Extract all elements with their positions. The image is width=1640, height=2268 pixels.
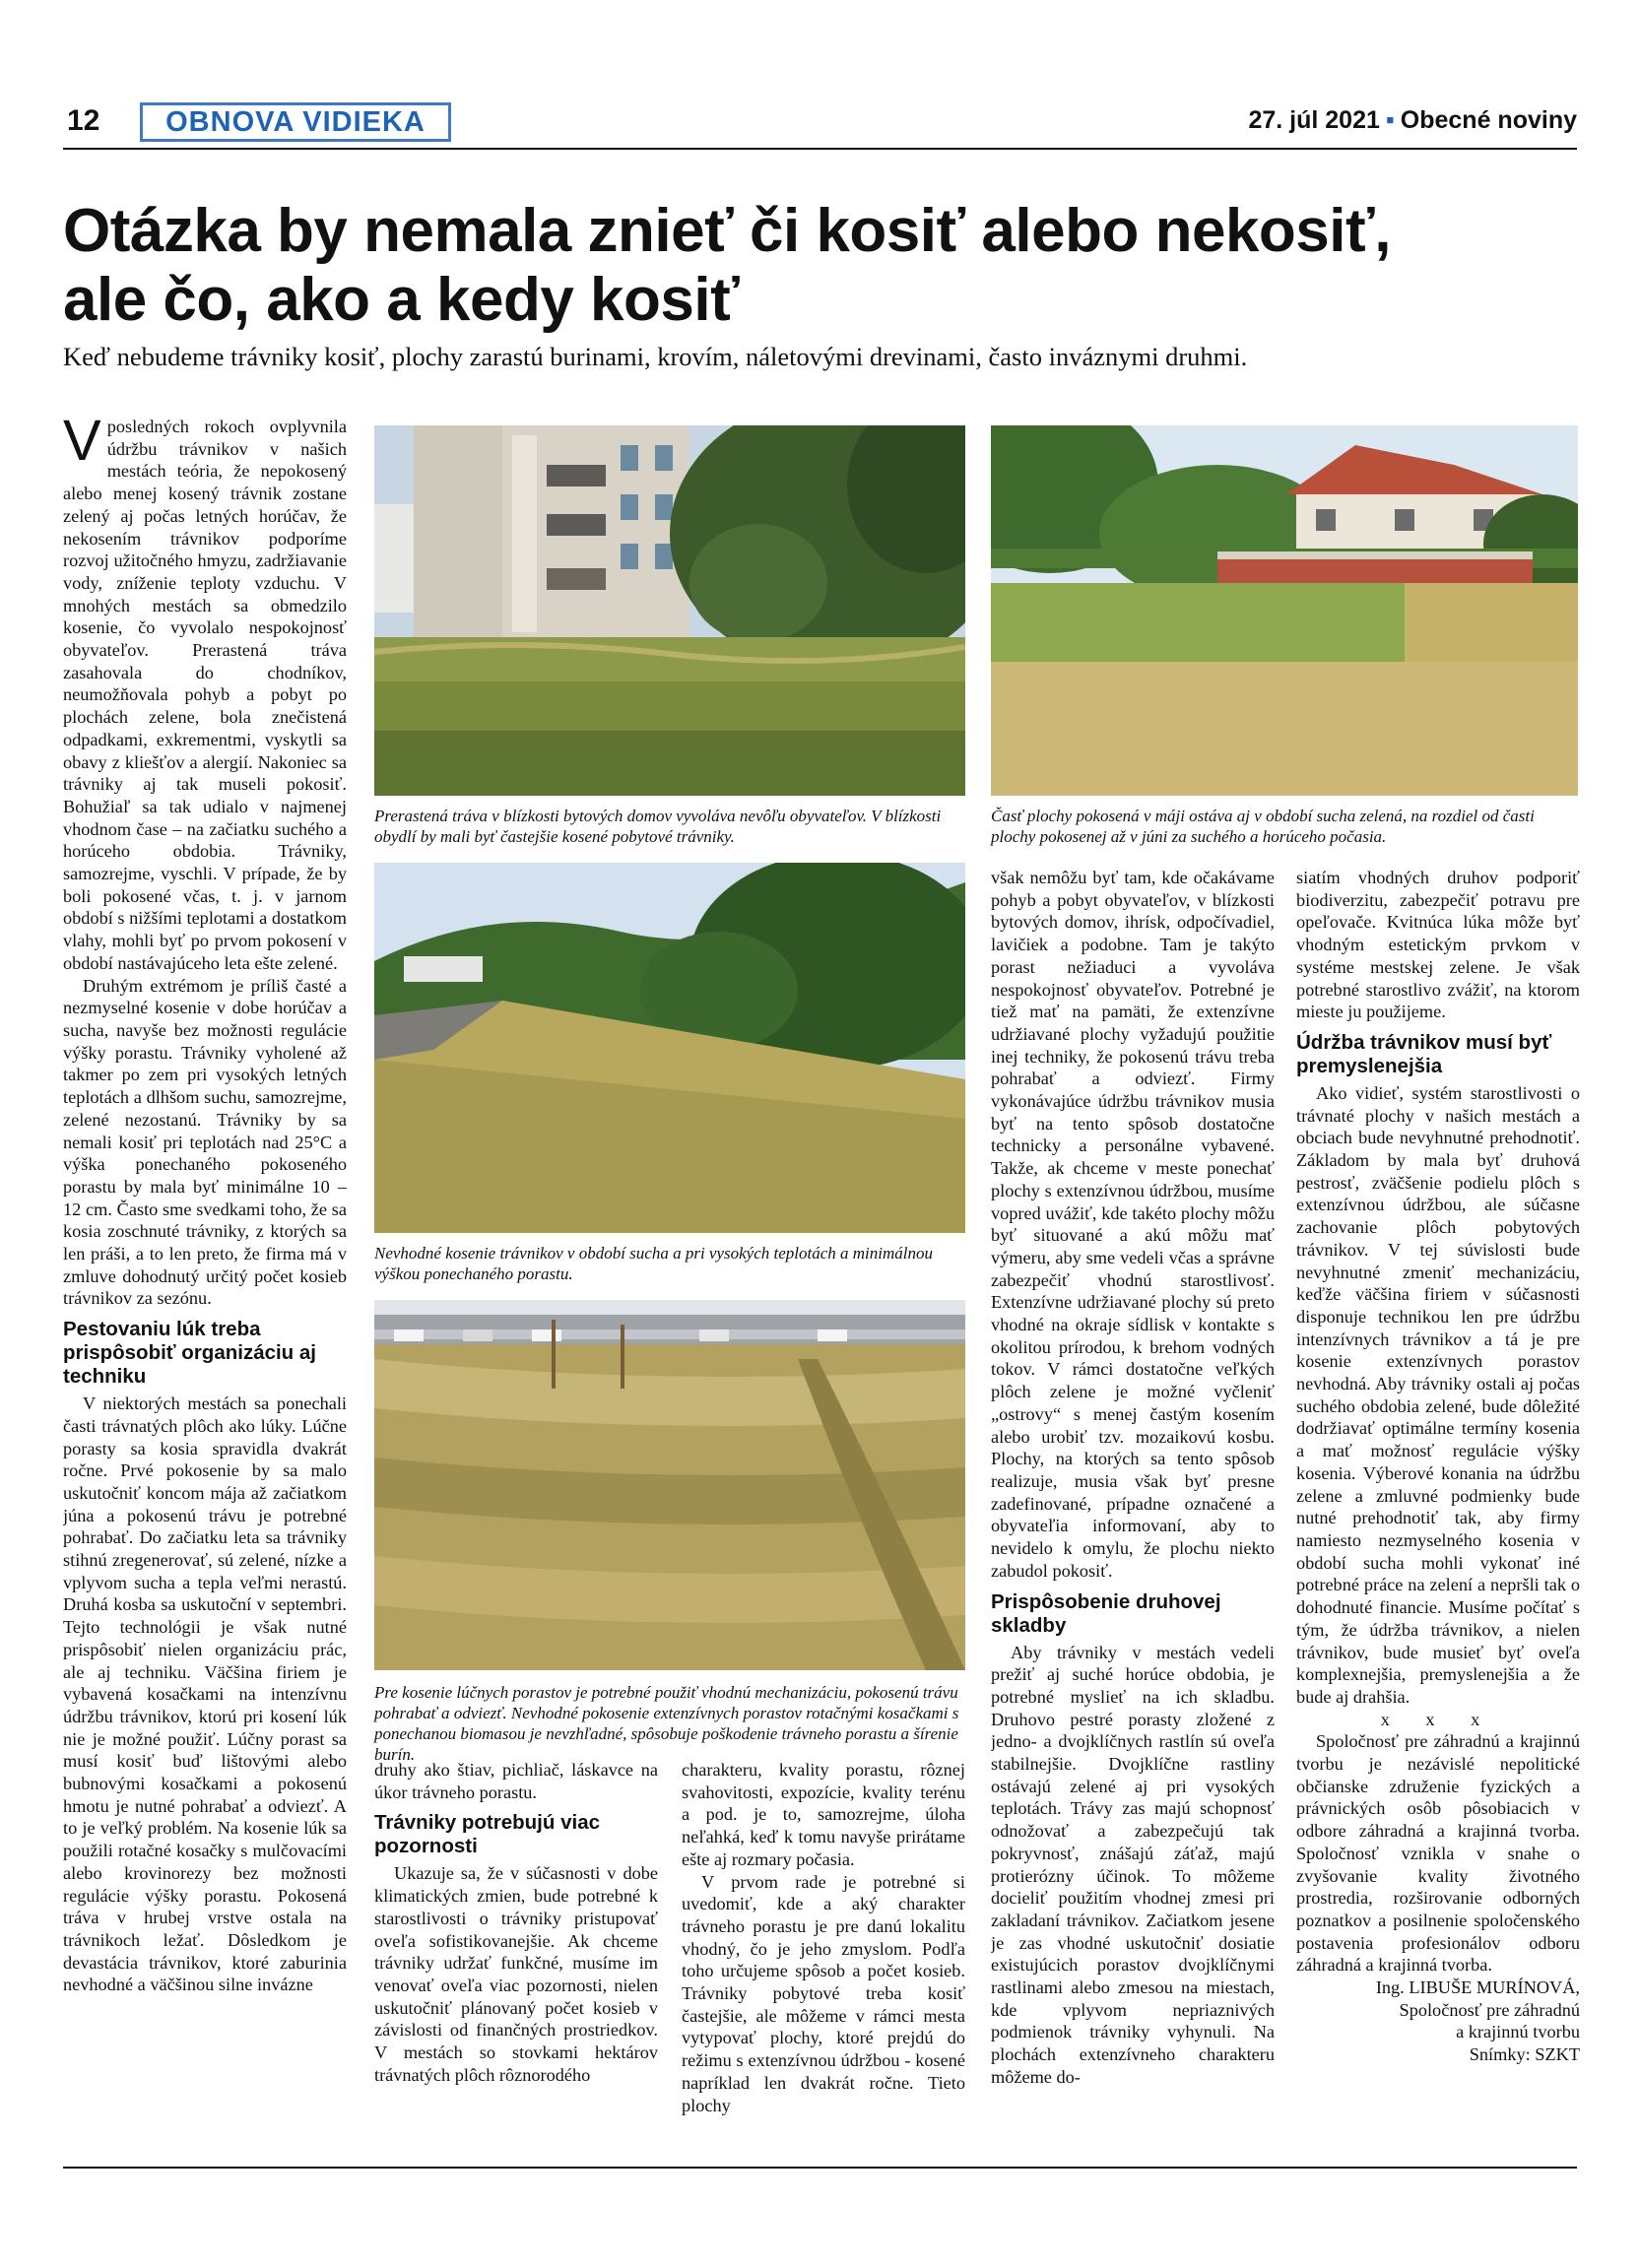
- photo-dry-slope: [374, 863, 965, 1233]
- section-label: [140, 102, 451, 142]
- photo-mowed-lawn-house: [991, 425, 1578, 796]
- subheading: Pestovaniu lúk treba prispôsobiť organizáciu aj techniku: [63, 1318, 317, 1389]
- column-1: [63, 416, 347, 2144]
- author-affiliation: a krajinnú tvorbu: [1456, 2022, 1580, 2042]
- paragraph: Spoločnosť pre záhradnú a krajinnú tvorbu je nezávislé nepolitické občianske združenie fyzických a právnických osôb pôsobiacich v odbore záhradná a krajinná tvorba. Spoločnosť vznikla v snahe o zvyšovanie kvality životného prostredia, rozširovanie odborných poznatkov a posilnenie spoločenského postavenia profesionálov odboru záhradná a krajinná tvorba.: [1296, 1731, 1580, 1976]
- photo-image: [991, 425, 1578, 796]
- issue-date: 27. júl 2021: [1248, 106, 1380, 134]
- masthead-right: [1248, 106, 1577, 135]
- paragraph: však nemôžu byť tam, kde očakávame pohyb a pobyt obyvateľov, v blízkosti bytových domov, ihrísk, odpočívadiel, lavičiek a podobne. Tam je takýto porast nežiaduci a vyvoláva nespokojnosť obyvateľov. Potrebné je tiež mať na pamäti, že extenzívne udržiavané plochy vyžadujú použitie inej techniky, že pokosenú trávu treba pohrabať a odviezť. Firmy vykonávajúce údržbu trávnikov musia byť na tento spôsob dostatočne technicky a personálne vybavené. Takže, ak chceme v meste ponechať plochy s extenzívnou údržbou, musíme vopred uvážiť, kde takéto plochy môžu byť situované a akú môžu mať výmeru, aby sme vedeli včas a správne zabezpečiť vhodnú starostlivosť. Extenzívne udržiavané plochy sú preto vhodné na okraje sídlisk v kontakte s okolitou prírodou, k brehom vodných tokov. V rámci dostatočne veľkých plôch zelene je možné vyčleniť „ostrovy“ s menej častým kosením alebo urobiť tzv. mozaikovú kosbu. Plochy, na ktorých sa tento spôsob realizuje, musia však byť presne zadefinované, prípadne označené a obyvateľia informovaní, aby to nevidelo k omylu, že plochu niekto zabudol pokosiť.: [991, 868, 1275, 1581]
- column-3: [682, 1759, 965, 2145]
- paragraph: Aby trávniky v mestách vedeli prežiť aj suché horúce obdobia, je potrebné myslieť na ich skladbu. Druhovo pestré porasty zložené z jedno- a dvojklíčnych rastlín sú oveľa stabilnejšie. Dvojklíčne rastliny ostávajú zelené aj pri vysokých teplotách. Trávy zas majú schopnosť odnožovať a zabezpečujú tak pokryvnosť, znášajú záťaž, majú protierózny účinok. To môžeme docieliť použitím vhodnej zmesi pri zakladaní trávnikov. Začiatkom jesene je zas vhodné uskutočniť dosiatie existujúcich porastov dvojklíčnymi rastlinami alebo zmesou na miestach, kde vplyvom nepriaznivých podmienok trávniky vyhynuli. Na plochách extenzívneho charakteru môžeme do-: [991, 1642, 1275, 2087]
- column-5: [1296, 867, 1580, 2145]
- photo-meadow-parking: [374, 1300, 965, 1670]
- photo-caption: Pre kosenie lúčnych porastov je potrebné použiť vhodnú mechanizáciu, pokosenú trávu pohrabať a odviezť. Nevhodné pokosenie extenzívnych porastov rotačnými kosačkami s ponechanou biomasou je nevzhľadné, spôsobuje poškodenie trávneho porastu a šírenie burín.: [374, 1683, 959, 1764]
- photo-image: [374, 1300, 965, 1670]
- paragraph: posledných rokoch ovplyvnila údržbu trávnikov v našich mestách teória, že nepokosený alebo menej kosený trávnik zostane zelený aj počas letných horúčav, že nekosením trávnikov podporíme rozvoj užitočného hmyzu, zadržiavanie vody, zníženie teploty vzduchu. V mnohých mestách sa obmedzilo kosenie, čo vyvolalo nespokojnosť obyvateľov. Prerastená tráva zasahovala do chodníkov, neumožňovala pohyb a pobyt po plochách zelene, bola znečistená odpadkami, exkrementmi, vyskytli sa obavy z kliešťov a alergií. Nakoniec sa trávniky aj tak museli pokosiť. Bohužiaľ sa tak udialo v najmenej vhodnom čase – na začiatku suchého a horúceho obdobia. Trávniky, samozrejme, vyschli. V prípade, že by boli pokosené včas, t. j. v jarnom období s nižšími teplotami a dostatkom vlahy, mohli byť po prvom pokosení v období nastávajúceho leta ešte zelené.: [63, 417, 347, 973]
- author-affiliation: Spoločnosť pre záhradnú: [1399, 1999, 1580, 2020]
- article-headline: [63, 197, 1580, 335]
- photo-caption: Prerastená tráva v blízkosti bytových domov vyvoláva nevôľu obyvateľov. V blízkosti obydlí by mali byť častejšie kosené pobytové trávniky.: [374, 807, 942, 846]
- paragraph: V prvom rade je potrebné si uvedomiť, kde a aký charakter trávneho porastu je pre danú lokalitu vhodný, čo je jeho zmyslom. Podľa toho určujeme spôsob a počet kosieb. Trávniky pobytové treba kosiť častejšie, ale môžeme v rámci mesta vytypovať plochy, ktoré prejdú do režimu s extenzívnou údržbou - kosené napríklad len dvakrát ročne. Tieto plochy: [682, 1871, 965, 2115]
- paragraph: Ukazuje sa, že v súčasnosti v dobe klimatických zmien, bude potrebné k starostlivosti o trávniky pristupovať oveľa sofistikovanejšie. Ak chceme trávniky udržať funkčné, musíme im venovať oveľa viac pozornosti, nielen uskutočniť plánovaný počet kosieb v závislosti od finančných prostriedkov. V mestách so stovkami hektárov trávnatých plôch rôznorodého: [374, 1863, 658, 2085]
- photo-image: [374, 863, 965, 1233]
- footer-rule: [63, 2167, 1577, 2169]
- photo-image: [374, 425, 965, 796]
- photo-credit: Snímky: SZKT: [1469, 2044, 1580, 2065]
- paragraph: Ako vidieť, systém starostlivosti o trávnaté plochy v našich mestách a obciach bude nevyhnutné prehodnotiť. Základom by mala byť druhová pestrosť, zväčšenie podielu plôch s extenzívnou údržbou, ale súčasne zachovanie plôch pobytových trávnikov. V tej súvislosti bude nevyhnutné zmeniť mechanizáciu, keďže väčšina firiem v súčasnosti disponuje technikou len pre údržbu intenzívnych trávnikov a tá je pre kosenie extenzívnych porastov nevhodná. Aby trávniky ostali aj počas suchého obdobia zelené, bude dôležité dodržiavať optimálne termíny kosenia a mať možnosť regulácie výšky kosenia. Výberové konania na údržbu zelene a zmluvné podmienky bude nutné prehodnotiť tak, aby firmy namiesto nezmyselného kosenia v období sucha mohli vykonať iné potrebné práce na zelení a nepršli tak o dohodnuté financie. Musíme počítať s tým, že údržba trávnikov, a nielen trávnikov, bude musieť byť oveľa komplexnejšia, premyslenejšia a že bude aj drahšia.: [1296, 1082, 1580, 1707]
- headline-line-1: Otázka by nemala znieť či kosiť alebo nekosiť,: [63, 197, 1391, 265]
- headline-line-2: ale čo, ako a kedy kosiť: [63, 266, 740, 334]
- photo-caption: Nevhodné kosenie trávnikov v období sucha a pri vysokých teplotách a minimálnou výškou ponechaného porastu.: [374, 1244, 933, 1283]
- paragraph: charakteru, kvality porastu, rôznej svahovitosti, expozície, kvality terénu a pod. je to, samozrejme, úloha neľahká, keď k tomu navyše prirátame ešte aj rozmary počasia.: [682, 1760, 965, 1869]
- subheading: Údržba trávnikov musí byť premyslenejšia: [1296, 1030, 1552, 1077]
- subheading: Trávniky potrebujú viac pozornosti: [374, 1811, 600, 1858]
- paragraph: V niektorých mestách sa ponechali časti trávnatých plôch ako lúky. Lúčne porasty sa kosia spravidla dvakrát ročne. Prvé pokosenie by sa malo uskutočniť koncom mája až začiatkom júna a pokosenú trávu je potrebné pohrabať. Do začiatku leta sa trávniky stihnú zregenerovať, sú zelené, nízke a vplyvom sucha a tepla veľmi nerastú. Druhá kosba sa uskutoční v septembri. Tejto technológii je však nutné prispôsobiť nielen organizáciu prác, ale aj techniku. Väčšina firiem je vybavená kosačkami na intenzívnu údržbu trávnikov, ktorú pri kosení lúk nie je možné použiť. Lúčny porast sa musí kosiť buď lištovými alebo bubnovými kosačkami a pokosenú hmotu je nutné pohrabať a odviezť. A to je veľký problém. Na kosenie lúk sa použili rotačné kosačky s mulčovacími alebo krovinorezy bez možnosti regulácie výšky porastu. Pokosená tráva v hrubej vrstve ostala na trávnikoch ležať. Dôsledkom je devastácia trávnikov, ktoré zaburinia nevhodné a väčšinou silne inváznе: [63, 1393, 347, 1995]
- photo-caption: Časť plochy pokosená v máji ostáva aj v období sucha zelená, na rozdiel od časti plochy pokosenej až v júni za suchého a horúceho počasia.: [991, 807, 1535, 846]
- header-rule: [63, 148, 1577, 150]
- newspaper-name: Obecné noviny: [1400, 106, 1577, 134]
- paragraph: siatím vhodných druhov podporiť biodiverzitu, zabezpečiť potravu pre opeľovače. Kvitnúca lúka môže byť vhodným estetickým prvkom v systéme mestskej zelene. Je však potrebné starostlivo zvážiť, na ktorom mieste ju použijeme.: [1296, 868, 1580, 1022]
- bullet-separator: ▪: [1385, 106, 1395, 134]
- photo-apartment-tall-grass: [374, 425, 965, 796]
- article-lead: Keď nebudeme trávniky kosiť, plochy zarastú burinami, krovím, náletovými drevinami, často inváznymi druhmi.: [63, 342, 1248, 371]
- drop-cap: V: [63, 416, 101, 473]
- author-name: Ing. LIBUŠE MURÍNOVÁ,: [1375, 1977, 1580, 1998]
- page-number: 12: [67, 104, 100, 137]
- section-separator: x x x: [1380, 1709, 1496, 1729]
- column-2: [374, 1759, 658, 2145]
- column-4: [991, 867, 1275, 2145]
- subheading: Prispôsobenie druhovej skladby: [991, 1589, 1221, 1637]
- section-label-text: OBNOVA VIDIEKA: [165, 106, 426, 138]
- paragraph: druhy ako štiav, pichliač, láskavce na úkor trávneho porastu.: [374, 1760, 658, 1802]
- paragraph: Druhým extrémom je príliš časté a nezmyselné kosenie v dobe horúčav a sucha, navyše bez možnosti regulácie výšky porastu. Trávniky vyholené až takmer po zem pri vysokých letných teplotách a dlhšom suchu, samozrejme, zelené nezostanú. Trávniky by sa nemali kosiť pri teplotách nad 25°C a výška ponechaného pokoseného porastu by mala byť minimálne 10 – 12 cm. Často sme svedkami toho, že sa kosia zoschnuté trávniky, z ktorých sa len práši, a to len preto, že firma má v zmluve dohodnutý určitý počet kosieb trávnikov za sezónu.: [63, 975, 347, 1309]
